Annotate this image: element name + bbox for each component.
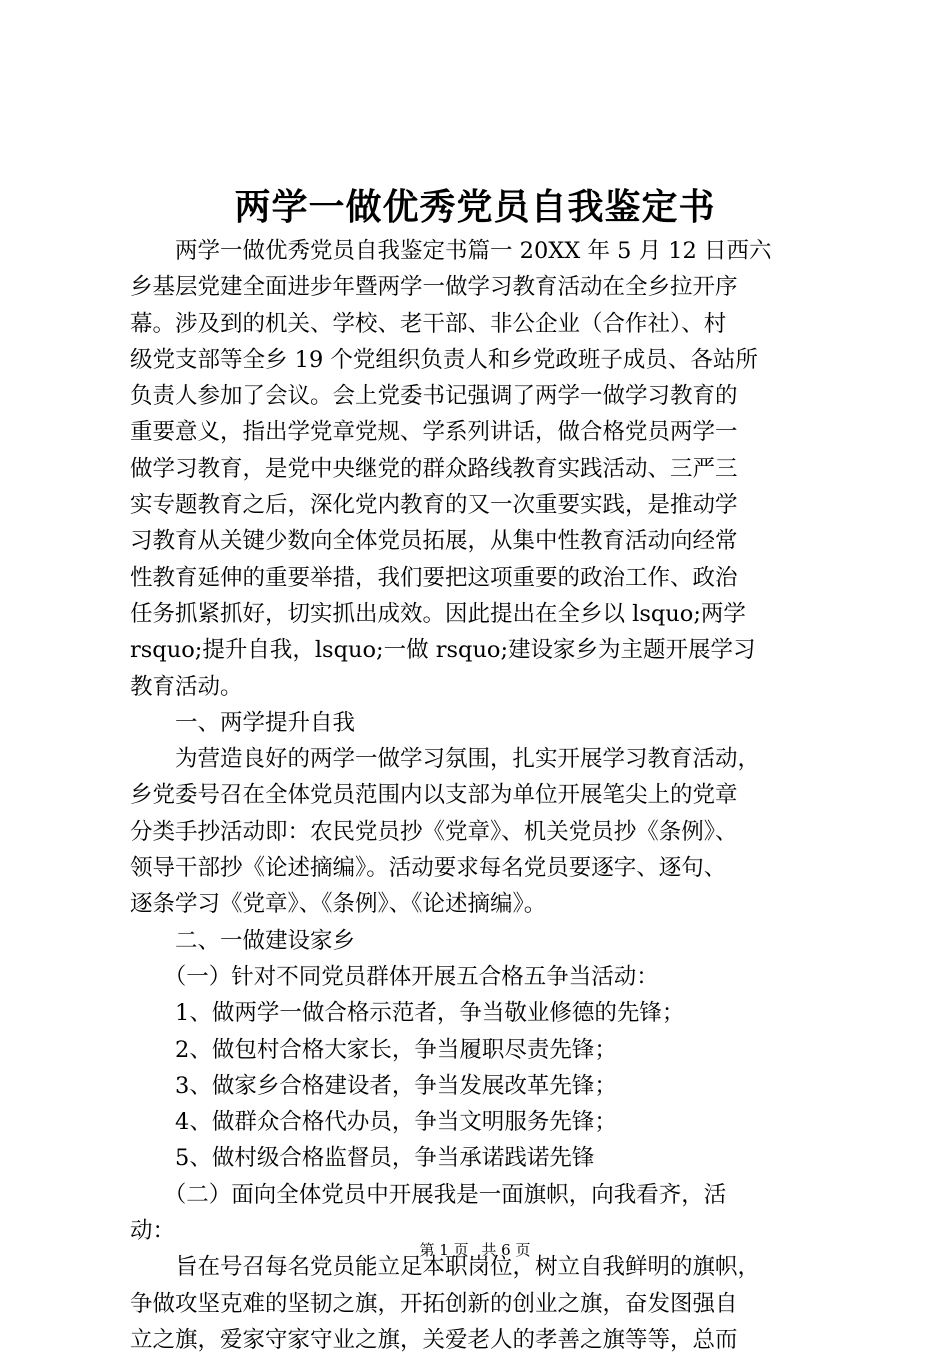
text-line: rsquo;提升自我，lsquo;一做 rsquo;建设家乡为主题开展学习 bbox=[130, 637, 756, 664]
document-body bbox=[130, 233, 830, 1358]
text-line: 为营造良好的两学一做学习氛围，扎实开展学习教育活动， bbox=[130, 746, 761, 773]
page-total: 共 6 页 bbox=[481, 1241, 531, 1259]
text-line: 立之旗，爱家守家守业之旗，关爱老人的孝善之旗等等，总而 bbox=[130, 1326, 738, 1353]
text-line: 逐条学习《党章》、《条例》、《论述摘编》。 bbox=[130, 891, 547, 918]
document-title: 两学一做优秀党员自我鉴定书 bbox=[234, 186, 716, 228]
list-item: 3、做家乡合格建设者，争当发展改革先锋； bbox=[130, 1072, 617, 1099]
text-line: 重要意义，指出学党章党规、学系列讲话，做合格党员两学一 bbox=[130, 419, 738, 446]
text-line: 领导干部抄《论述摘编》。活动要求每名党员要逐字、逐句、 bbox=[130, 855, 727, 882]
subsection-heading: （二）面向全体党员中开展我是一面旗帜，向我看齐，活 bbox=[130, 1181, 727, 1208]
text-line: 做学习教育，是党中央继党的群众路线教育实践活动、三严三 bbox=[130, 455, 738, 482]
text-line: 动： bbox=[130, 1218, 176, 1245]
list-item: 5、做村级合格监督员，争当承诺践诺先锋 bbox=[130, 1145, 595, 1172]
text-line: 实专题教育之后，深化党内教育的又一次重要实践，是推动学 bbox=[130, 492, 738, 519]
text-line: 两学一做优秀党员自我鉴定书篇一 20XX 年 5 月 12 日西六 bbox=[130, 238, 772, 264]
text-line: 乡基层党建全面进步年暨两学一做学习教育活动在全乡拉开序 bbox=[130, 274, 738, 301]
text-line: 教育活动。 bbox=[130, 673, 243, 700]
text-line: 幕。涉及到的机关、学校、老干部、非公企业（合作社）、村 bbox=[130, 310, 727, 337]
text-line: 任务抓紧抓好，切实抓出成效。因此提出在全乡以 lsquo;两学 bbox=[130, 600, 746, 627]
list-item: 1、做两学一做合格示范者，争当敬业修德的先锋； bbox=[130, 1000, 685, 1027]
list-item: 2、做包村合格大家长，争当履职尽责先锋； bbox=[130, 1036, 617, 1063]
text-line: 争做攻坚克难的坚韧之旗，开拓创新的创业之旗，奋发图强自 bbox=[130, 1290, 738, 1317]
text-line: 级党支部等全乡 19 个党组织负责人和乡党政班子成员、各站所 bbox=[130, 346, 758, 373]
text-line: 旨在号召每名党员能立足本职岗位，树立自我鲜明的旗帜， bbox=[130, 1254, 761, 1281]
subsection-heading: （一）针对不同党员群体开展五合格五争当活动： bbox=[130, 963, 659, 990]
text-line: 性教育延伸的重要举措，我们要把这项重要的政治工作、政治 bbox=[130, 564, 738, 591]
section-heading: 二、一做建设家乡 bbox=[130, 927, 356, 954]
text-line: 分类手抄活动即：农民党员抄《党章》、机关党员抄《条例》、 bbox=[130, 818, 738, 845]
page-footer bbox=[0, 1240, 950, 1260]
list-item: 4、做群众合格代办员，争当文明服务先锋； bbox=[130, 1109, 617, 1136]
section-heading: 一、两学提升自我 bbox=[130, 709, 356, 736]
text-line: 乡党委号召在全体党员范围内以支部为单位开展笔尖上的党章 bbox=[130, 782, 738, 809]
page-number: 第 1 页 bbox=[419, 1241, 469, 1259]
text-line: 习教育从关键少数向全体党员拓展，从集中性教育活动向经常 bbox=[130, 528, 738, 555]
text-line: 负责人参加了会议。会上党委书记强调了两学一做学习教育的 bbox=[130, 383, 738, 410]
